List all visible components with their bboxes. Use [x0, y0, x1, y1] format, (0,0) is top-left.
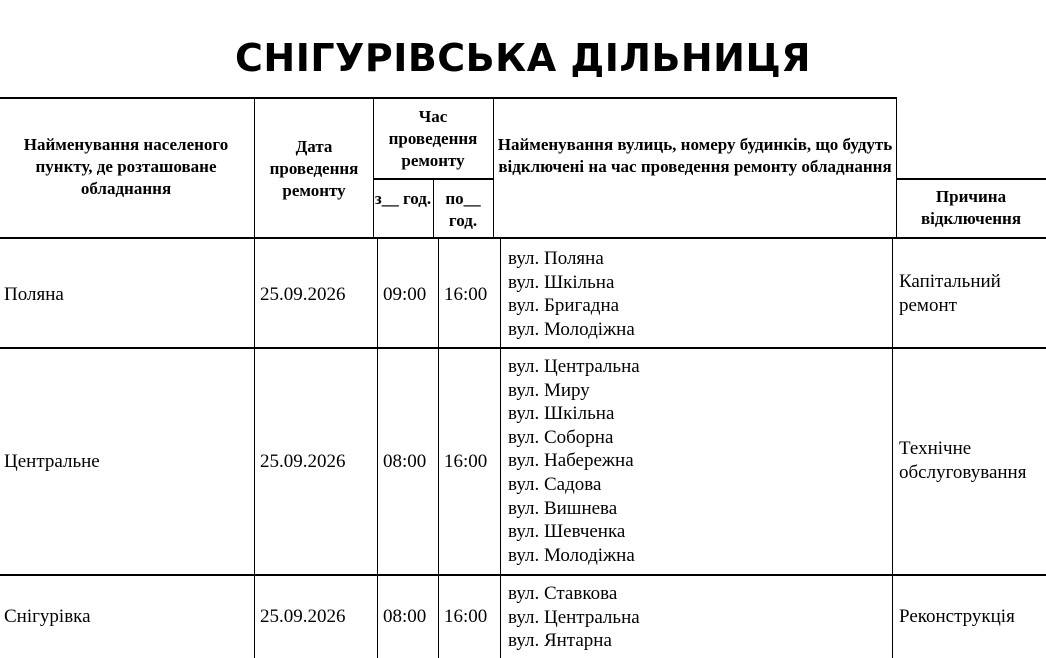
col-divider-4-body	[500, 238, 501, 658]
street-item: вул. Поляна	[508, 248, 604, 269]
col-divider-2-body	[377, 238, 378, 658]
col-divider-1	[254, 97, 255, 658]
row-1-settlement: Поляна	[4, 284, 64, 305]
row-2-date: 25.09.2026	[260, 451, 346, 472]
row-2-streets	[508, 355, 640, 567]
header-to: по__ год.	[445, 189, 481, 230]
row-3-streets	[508, 582, 640, 653]
row-3-reason: Реконструкція	[899, 606, 1015, 627]
row-3-to: 16:00	[444, 606, 488, 627]
street-item: вул. Центральна	[508, 606, 640, 628]
row-2-from: 08:00	[383, 451, 427, 472]
table-top-border	[0, 97, 896, 99]
row-1-date: 25.09.2026	[260, 284, 346, 305]
street-item: вул. Молодіжна	[508, 544, 635, 566]
street-item: вул. Ставкова	[508, 583, 618, 604]
row-3-date: 25.09.2026	[260, 606, 346, 627]
row-1-to: 16:00	[444, 284, 488, 305]
street-item: вул. Набережна	[508, 450, 634, 472]
row-1-from: 09:00	[383, 284, 427, 305]
header-date: Дата проведення ремонту	[269, 137, 359, 200]
row-2-bottom-border	[0, 574, 1046, 576]
street-item: вул. Янтарна	[508, 630, 612, 652]
row-2-to: 16:00	[444, 451, 488, 472]
row-3-settlement: Снігурівка	[4, 606, 91, 627]
row-2-settlement: Центральне	[4, 451, 100, 472]
header-from: з__ год.	[374, 189, 432, 208]
reason-header-top-border	[896, 178, 1046, 180]
street-item: вул. Шкільна	[508, 403, 615, 425]
col-divider-5-header	[896, 97, 897, 238]
row-1-streets	[508, 247, 635, 341]
header-settlement: Найменування населеного пункту, де розташоване обладнання	[23, 135, 229, 198]
row-3-from: 08:00	[383, 606, 427, 627]
row-2-reason: Технічне обслуговування	[899, 438, 1027, 483]
street-item: вул. Центральна	[508, 356, 640, 377]
street-item: вул. Вишнева	[508, 497, 618, 519]
col-divider-5-body	[892, 238, 893, 658]
col-divider-4-header	[493, 97, 494, 238]
street-item: вул. Бригадна	[508, 295, 620, 317]
street-item: вул. Садова	[508, 473, 602, 495]
page-title: СНІГУРІВСЬКА ДІЛЬНИЦЯ	[235, 36, 811, 80]
street-item: вул. Шевченка	[508, 521, 626, 543]
row-1-reason: Капітальний ремонт	[899, 271, 1001, 316]
street-item: вул. Миру	[508, 379, 590, 401]
street-item: вул. Молодіжна	[508, 318, 635, 340]
header-time: Час проведення ремонту	[388, 107, 478, 170]
header-reason: Причина відключення	[920, 187, 1022, 228]
street-item: вул. Соборна	[508, 426, 614, 448]
header-streets: Найменування вулиць, номеру будинків, що будуть відключені на час проведення ремонту обладнання	[497, 135, 893, 176]
col-divider-3-body	[438, 238, 439, 658]
row-1-bottom-border	[0, 347, 1046, 349]
street-item: вул. Шкільна	[508, 271, 615, 293]
header-bottom-border	[0, 237, 1046, 239]
